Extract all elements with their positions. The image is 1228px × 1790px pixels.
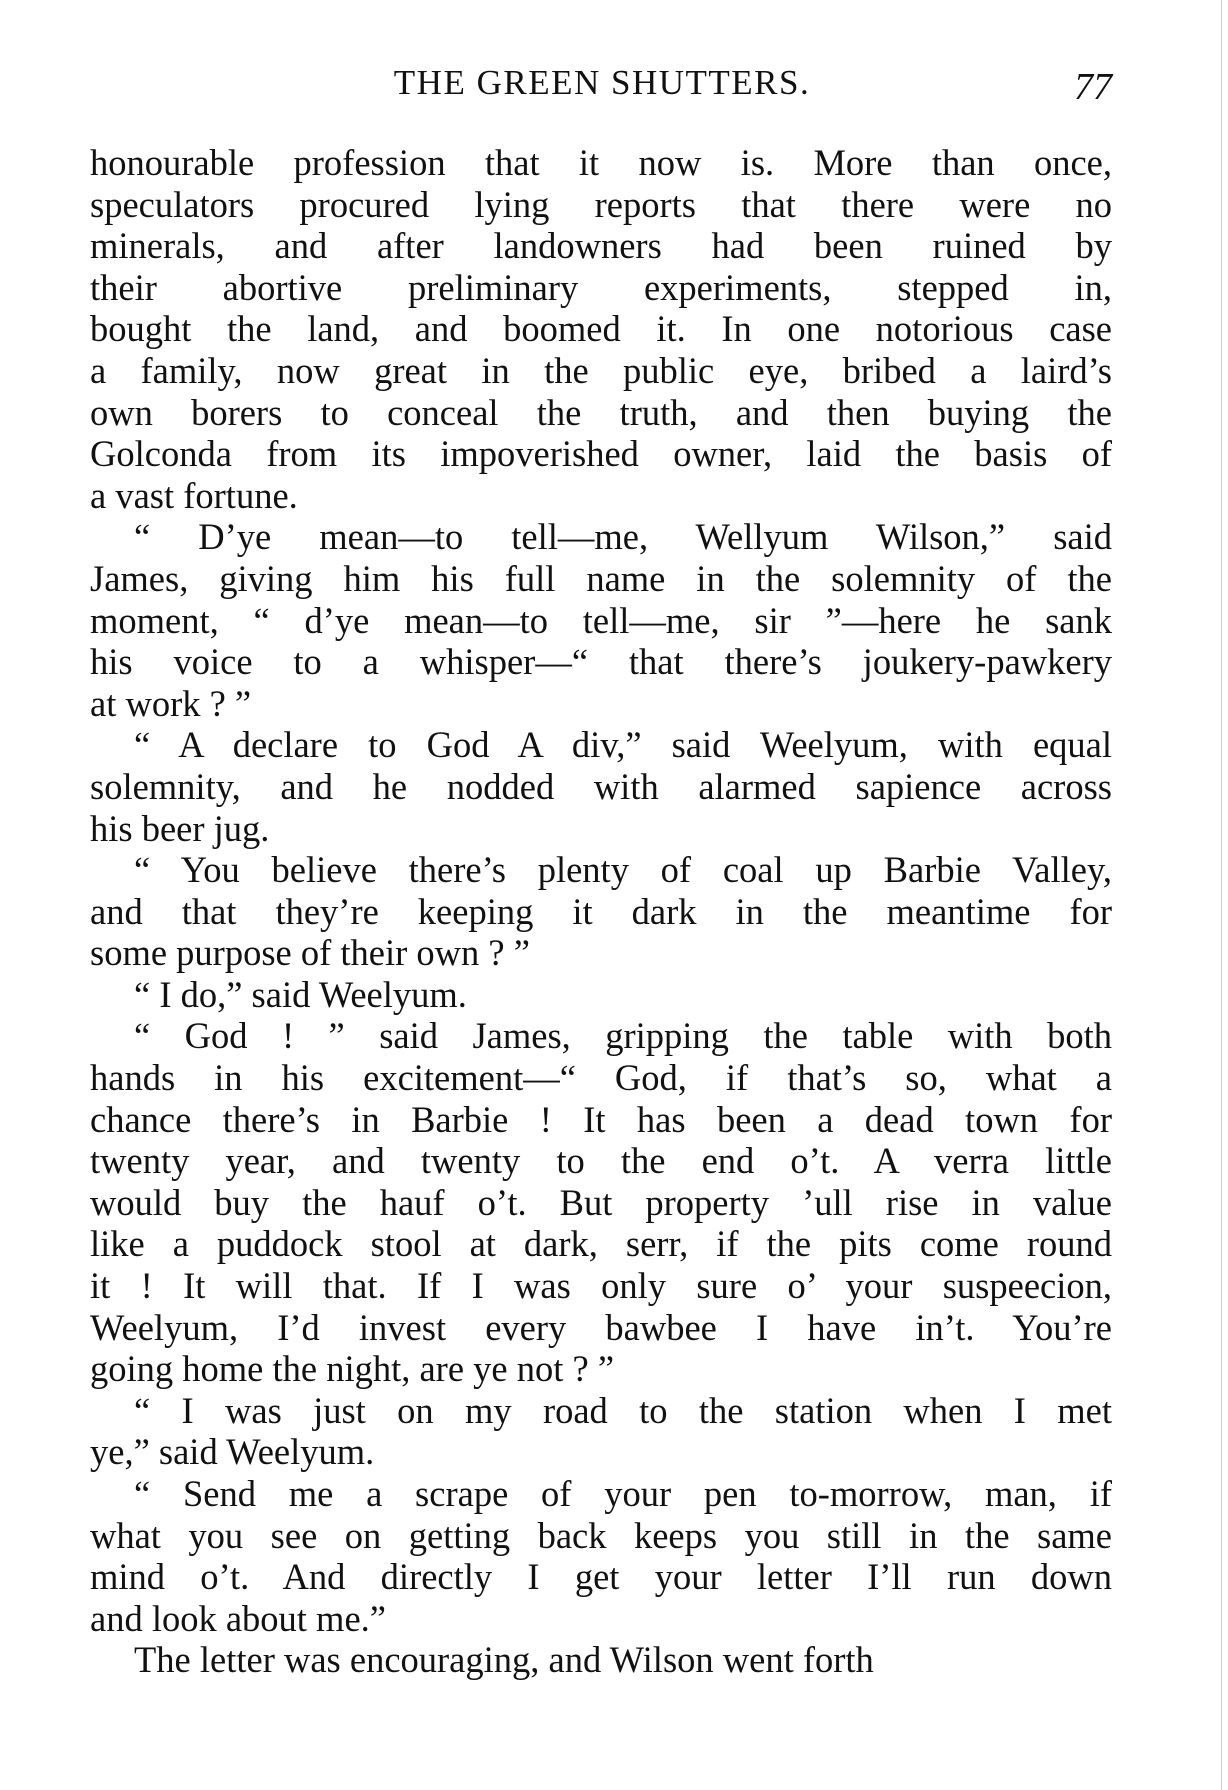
text-line: would buy the hauf o’t. But property ’ull rise in value — [90, 1181, 1112, 1223]
text-line: their abortive preliminary experiments, stepped in, — [90, 266, 1112, 308]
text-line: minerals, and after landowners had been ruined by — [90, 225, 1112, 267]
text-line: honourable profession that it now is. More than once, — [90, 142, 1112, 183]
paragraph — [90, 1015, 1112, 1389]
text-line: a family, now great in the public eye, bribed a laird’s — [90, 349, 1112, 391]
paragraph — [90, 1390, 1112, 1473]
text-line: “ D’ye mean—to tell—me, Wellyum Wilson,” said — [134, 516, 1112, 558]
text-line: what you see on getting back keeps you still in the same — [90, 1514, 1112, 1556]
text-line: speculators procured lying reports that there were no — [90, 183, 1112, 225]
text-line: and that they’re keeping it dark in the meantime for — [90, 890, 1112, 932]
text-line: it ! It will that. If I was only sure o’ your suspeecion, — [90, 1265, 1112, 1307]
text-line: Weelyum, I’d invest every bawbee I have in’t. You’re — [90, 1306, 1112, 1348]
text-line: ye,” said Weelyum. — [90, 1431, 375, 1473]
paragraph — [90, 1639, 1112, 1681]
text-line: his beer jug. — [90, 807, 270, 849]
text-line: moment, “ d’ye mean—to tell—me, sir ”—here he sank — [90, 599, 1112, 641]
text-line: Golconda from its impoverished owner, laid the basis of — [90, 433, 1112, 475]
paragraph — [90, 849, 1112, 974]
running-head — [92, 58, 1112, 108]
text-line: some purpose of their own ? ” — [90, 932, 530, 974]
text-line: and look about me.” — [90, 1597, 386, 1639]
text-line: going home the night, are ye not ? ” — [90, 1348, 615, 1390]
text-line: hands in his excitement—“ God, if that’s so, what a — [90, 1057, 1112, 1099]
text-line: like a puddock stool at dark, serr, if the pits come round — [90, 1223, 1112, 1265]
text-line: a vast fortune. — [90, 474, 298, 516]
text-line: James, giving him his full name in the solemnity of the — [90, 557, 1112, 599]
paragraph — [90, 516, 1112, 724]
text-line: “ A declare to God A div,” said Weelyum, with equal — [134, 724, 1112, 766]
text-line: chance there’s in Barbie ! It has been a dead town for — [90, 1098, 1112, 1140]
text-line: “ I do,” said Weelyum. — [134, 973, 467, 1015]
text-line: at work ? ” — [90, 682, 252, 724]
text-line: his voice to a whisper—“ that there’s joukery-pawkery — [90, 641, 1112, 683]
paragraph — [90, 974, 1112, 1016]
text-line: “ You believe there’s plenty of coal up Barbie Valley, — [134, 849, 1112, 891]
page-number: 77 — [1074, 66, 1112, 108]
text-line: “ I was just on my road to the station when I met — [134, 1389, 1112, 1431]
text-line: “ God ! ” said James, gripping the table with both — [134, 1015, 1112, 1057]
paragraph — [90, 724, 1112, 849]
text-line: mind o’t. And directly I get your letter I’ll run down — [90, 1556, 1112, 1598]
text-line: solemnity, and he nodded with alarmed sapience across — [90, 765, 1112, 807]
text-line: The letter was encouraging, and Wilson went forth — [134, 1639, 874, 1681]
paragraph — [90, 142, 1112, 516]
page-edge-rule — [1221, 0, 1222, 1790]
paragraph — [90, 1473, 1112, 1639]
body-text — [90, 142, 1112, 1681]
text-line: bought the land, and boomed it. In one notorious case — [90, 308, 1112, 350]
text-line: “ Send me a scrape of your pen to-morrow, man, if — [134, 1473, 1112, 1514]
text-line: own borers to conceal the truth, and then buying the — [90, 391, 1112, 433]
text-line: twenty year, and twenty to the end o’t. A verra little — [90, 1140, 1112, 1182]
running-title: THE GREEN SHUTTERS. — [393, 63, 811, 102]
